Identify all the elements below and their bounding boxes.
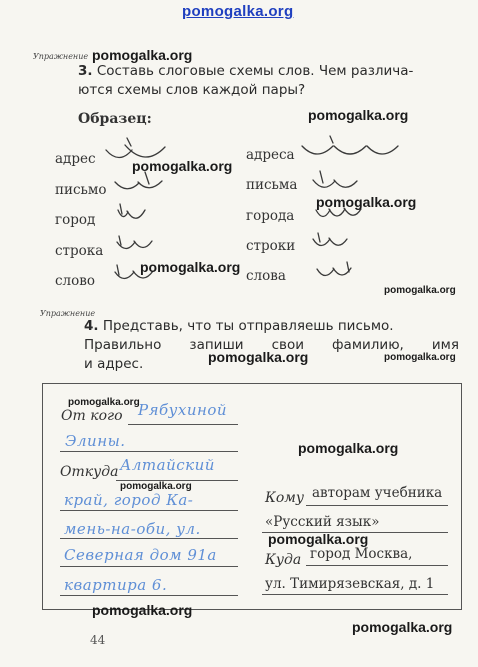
word-right-4: строки (246, 238, 296, 254)
from-label: От кого (61, 408, 123, 424)
field-line (306, 505, 448, 506)
where-from-handwriting-1: Алтайский (120, 456, 215, 474)
watermark: pomogalka.org (140, 259, 241, 275)
to-address-value: город Москва, (310, 546, 413, 562)
from-handwriting-2: Элины. (65, 432, 126, 450)
exercise-3-line-2: ются схемы слов каждой пары? (78, 82, 306, 98)
where-from-handwriting-4: Северная дом 91а (64, 546, 217, 564)
where-from-handwriting-3: мень-на-оби, ул. (64, 520, 201, 538)
scheme-stroki (313, 233, 347, 246)
watermark: pomogalka.org (68, 397, 140, 408)
where-from-handwriting-2: край, город Ка- (64, 491, 194, 509)
word-left-2: письмо (55, 182, 107, 198)
exercise-4-word: свои (271, 337, 305, 353)
field-line (60, 595, 238, 596)
watermark: pomogalka.org (268, 531, 369, 547)
word-right-3: города (246, 208, 295, 224)
site-watermark-top[interactable]: pomogalka.org (182, 3, 294, 20)
exercise-4-word: фамилию, (332, 337, 404, 353)
scheme-adres (106, 138, 165, 158)
exercise-4-line-1: Представь, что ты отправляешь письмо. (102, 318, 394, 334)
field-line (60, 566, 238, 567)
field-line (262, 594, 448, 595)
from-handwriting-1: Рябухиной (138, 401, 228, 419)
word-left-4: строка (55, 243, 104, 259)
exercise-3-text (78, 62, 463, 100)
scheme-gorod (118, 204, 145, 218)
sample-heading: Образец: (78, 111, 152, 127)
exercise-4-word: запиши (189, 337, 244, 353)
scheme-slova (317, 262, 351, 276)
word-left-3: город (55, 212, 96, 228)
watermark: pomogalka.org (298, 440, 399, 456)
scheme-pisma (313, 171, 357, 187)
exercise-4-word: Правильно (84, 337, 162, 353)
watermark: pomogalka.org (92, 602, 193, 618)
to-value: авторам учебника (312, 485, 443, 501)
exercise-3-line-1: Составь слоговые схемы слов. Чем различа- (96, 63, 414, 79)
scheme-stroka (117, 236, 152, 249)
word-left-5: слово (55, 273, 95, 289)
watermark: pomogalka.org (120, 481, 192, 492)
field-line (60, 510, 238, 511)
watermark: pomogalka.org (384, 285, 456, 296)
watermark: pomogalka.org (132, 158, 233, 174)
to-value-2: «Русский язык» (265, 514, 380, 530)
scheme-pismo (115, 172, 162, 189)
exercise-number: 3. (78, 63, 93, 79)
exercise-number: 4. (84, 318, 99, 334)
exercise-4-text (84, 317, 459, 374)
scheme-adresa (302, 136, 398, 154)
where-from-label: Откуда (60, 464, 119, 480)
watermark: pomogalka.org (384, 352, 456, 363)
page-number: 44 (90, 633, 106, 647)
to-address-label: Куда (265, 552, 302, 568)
watermark: pomogalka.org (352, 619, 453, 635)
field-line (306, 565, 448, 566)
word-right-5: слова (246, 268, 286, 284)
word-right-1: адреса (246, 147, 295, 163)
exercise-4-word: имя (431, 337, 459, 353)
exercise-label: Упражнение (40, 309, 96, 318)
watermark: pomogalka.org (92, 47, 193, 63)
exercise-label: Упражнение (33, 52, 89, 61)
where-from-handwriting-5: квартира 6. (64, 576, 168, 594)
watermark: pomogalka.org (208, 349, 309, 365)
word-right-2: письма (246, 177, 298, 193)
exercise-4-line-3: и адрес. (84, 356, 144, 372)
field-line (60, 451, 238, 452)
watermark: pomogalka.org (316, 194, 417, 210)
field-line (128, 424, 238, 425)
to-label: Кому (265, 490, 304, 506)
to-address-value-2: ул. Тимирязевская, д. 1 (265, 576, 435, 592)
watermark: pomogalka.org (308, 107, 409, 123)
word-left-1: адрес (55, 151, 96, 167)
field-line (60, 538, 238, 539)
